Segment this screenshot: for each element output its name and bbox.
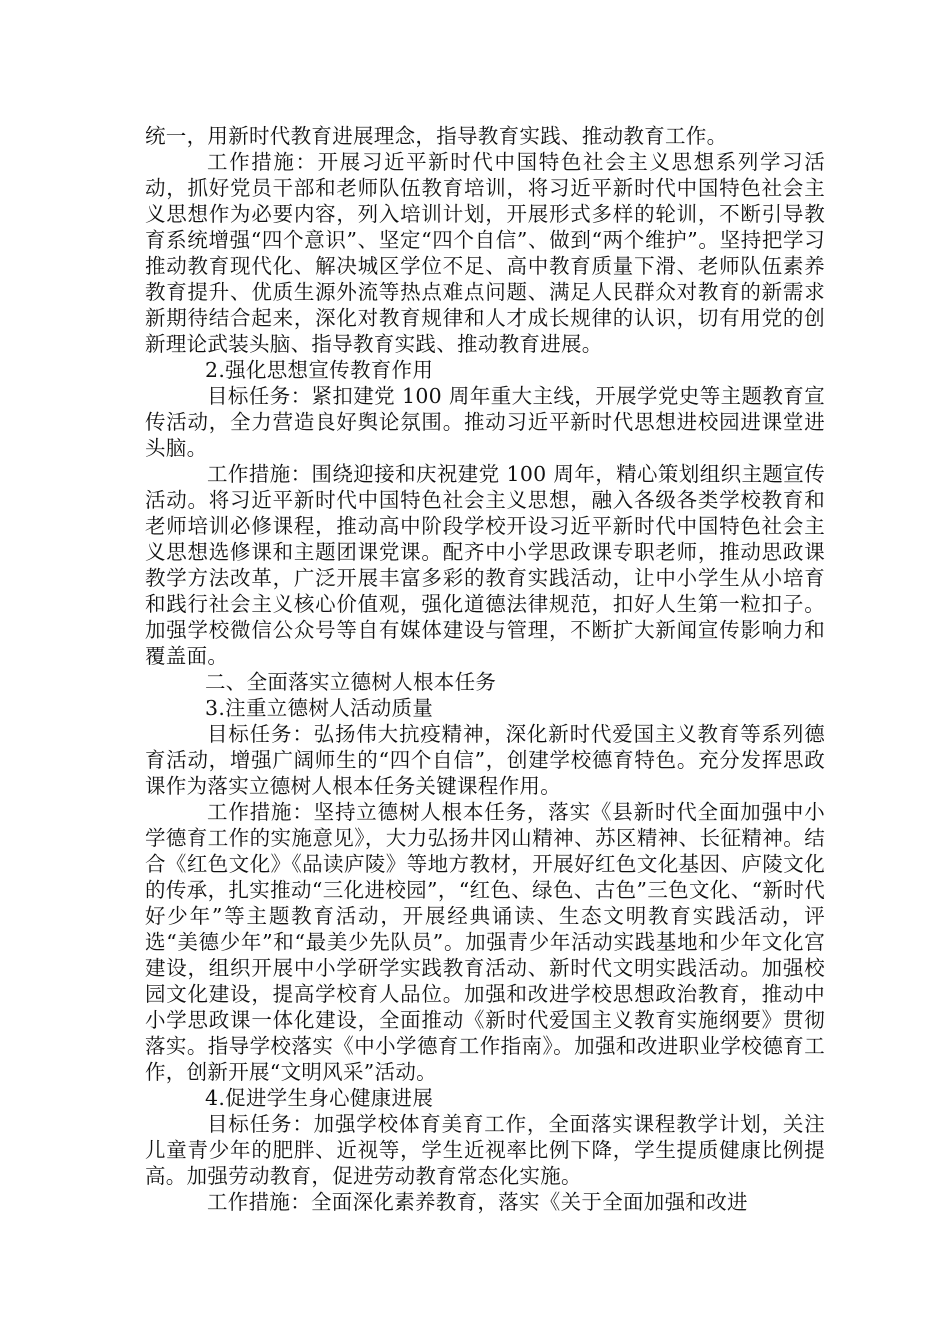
- paragraph-work-measures-1: 工作措施：开展习近平新时代中国特色社会主义思想系列学习活动，抓好党员干部和老师队伍教育培训，将习近平新时代中国特色社会主义思想作为必要内容，列入培训计划，开展形式多样的轮训，不断引导教育系统增强“四个意识”、坚定“四个自信”、做到“两个维护”。坚持把学习推动教育现代化、解决城区学位不足、高中教育质量下滑、老师队伍素养教育提升、优质生源外流等热点难点问题、满足人民群众对教育的新需求新期待结合起来，深化对教育规律和人才成长规律的认识，切有用党的创新理论武装头脑、指导教育实践、推动教育进展。: [145, 150, 825, 356]
- chapter-heading-two: 二、全面落实立德树人根本任务: [205, 670, 497, 694]
- paragraph-target-task-3: 目标任务：弘扬伟大抗疫精神，深化新时代爱国主义教育等系列德育活动，增强广阔师生的“四个自信”，创建学校德育特色。充分发挥思政课作为落实立德树人根本任务关键课程作用。: [145, 722, 825, 798]
- section-heading-4: 4.促进学生身心健康进展: [205, 1086, 434, 1110]
- paragraph-work-measures-3: 工作措施：坚持立德树人根本任务，落实《县新时代全面加强中小学德育工作的实施意见》，大力弘扬井冈山精神、苏区精神、长征精神。结合《红色文化》《品读庐陵》等地方教材，开展好红色文化基因、庐陵文化的传承，扎实推动“三化进校园”，“红色、绿色、古色”三色文化、“新时代好少年”等主题教育活动，开展经典诵读、生态文明教育实践活动，评选“美德少年”和“最美少先队员”。加强青少年活动实践基地和少年文化宫建设，组织开展中小学研学实践教育活动、新时代文明实践活动。加强校园文化建设，提高学校育人品位。加强和改进学校思想政治教育，推动中小学思政课一体化建设，全面推动《新时代爱国主义教育实施纲要》贯彻落实。指导学校落实《中小学德育工作指南》。加强和改进职业学校德育工作，创新开展“文明风采”活动。: [145, 800, 825, 1084]
- document-body: [145, 123, 825, 1215]
- paragraph-continuation: 统一，用新时代教育进展理念，指导教育实践、推动教育工作。: [145, 124, 728, 148]
- paragraph-target-task-4: 目标任务：加强学校体育美育工作，全面落实课程教学计划，关注儿童青少年的肥胖、近视等，学生近视率比例下降，学生提质健康比例提高。加强劳动教育，促进劳动教育常态化实施。: [145, 1112, 825, 1188]
- paragraph-work-measures-4: 工作措施：全面深化素养教育，落实《关于全面加强和改进: [207, 1190, 748, 1214]
- paragraph-target-task-2: 目标任务：紧扣建党 100 周年重大主线，开展学党史等主题教育宣传活动，全力营造良好舆论氛围。推动习近平新时代思想进校园进课堂进头脑。: [145, 384, 825, 460]
- section-heading-3: 3.注重立德树人活动质量: [205, 696, 434, 720]
- paragraph-work-measures-2: 工作措施：围绕迎接和庆祝建党 100 周年，精心策划组织主题宣传活动。将习近平新时代中国特色社会主义思想，融入各级各类学校教育和老师培训必修课程，推动高中阶段学校开设习近平新时代中国特色社会主义思想选修课和主题团课党课。配齐中小学思政课专职老师，推动思政课教学方法改革，广泛开展丰富多彩的教育实践活动，让中小学生从小培育和践行社会主义核心价值观，强化道德法律规范，扣好人生第一粒扣子。加强学校微信公众号等自有媒体建设与管理，不断扩大新闻宣传影响力和覆盖面。: [145, 462, 825, 668]
- section-heading-2: 2.强化思想宣传教育作用: [205, 358, 434, 382]
